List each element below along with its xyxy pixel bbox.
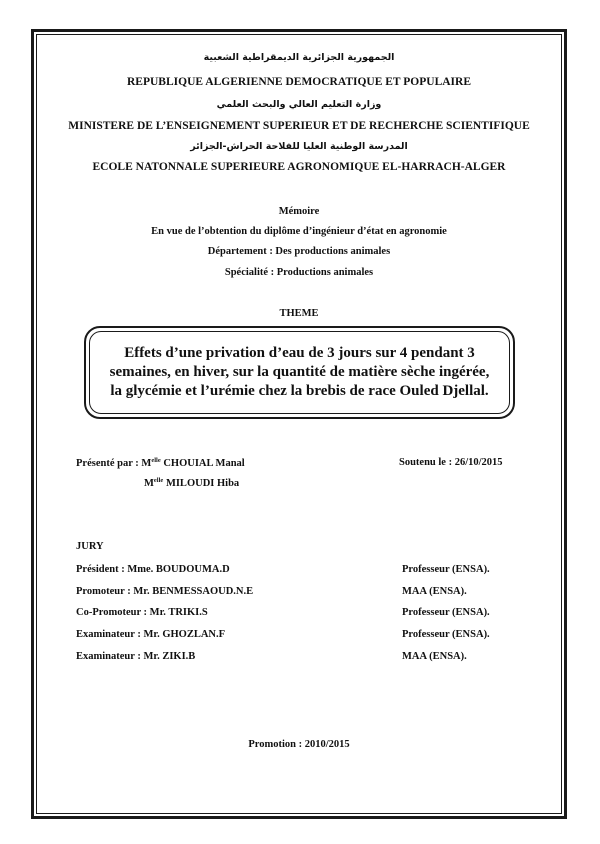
memoire-department: Département : Des productions animales xyxy=(207,246,391,257)
ministry-title: MINISTERE DE L’ENSEIGNEMENT SUPERIEUR ET DE RECHERCHE SCIENTIFIQUE xyxy=(68,120,530,132)
school-title: ECOLE NATONNALE SUPERIEURE AGRONOMIQUE EL-HARRACH-ALGER xyxy=(92,161,506,173)
memoire-speciality: Spécialité : Productions animales xyxy=(224,267,374,278)
theme-line-2: semaines, en hiver, sur la quantité de matière sèche ingérée, xyxy=(109,364,490,380)
memoire-title: Mémoire xyxy=(278,206,320,217)
jury-president: Président : Mme. BOUDOUMA.D xyxy=(76,564,230,575)
arabic-ministry: وزارة التعليم العالي والبحث العلمي xyxy=(216,99,382,110)
student2-sup: elle xyxy=(153,477,164,484)
student2: $M^{elle}$ MILOUDI Hiba xyxy=(144,477,240,489)
arabic-republic: الجمهورية الجزائرية الديمقراطية الشعبية xyxy=(203,52,395,63)
theme-line-3: la glycémie et l’urémie chez la brebis de race Ouled Djellal. xyxy=(110,383,489,399)
jury-promoteur: Promoteur : Mr. BENMESSAOUD.N.E xyxy=(76,586,254,597)
theme-box xyxy=(89,331,510,414)
jury-examinateur-1: Examinateur : Mr. GHOZLAN.F xyxy=(76,629,226,640)
jury-examinateur-2: Examinateur : Mr. ZIKI.B xyxy=(76,651,196,662)
student2-name: MILOUDI Hiba xyxy=(163,478,240,489)
jury-examinateur-1-grade: Professeur (ENSA). xyxy=(402,629,490,640)
memoire-purpose: En vue de l’obtention du diplôme d’ingénieur d’état en agronomie xyxy=(151,226,447,237)
student1-sup: elle xyxy=(151,457,161,464)
republic-title: REPUBLIQUE ALGERIENNE DEMOCRATIQUE ET POPULAIRE xyxy=(127,76,471,88)
jury-co-promoteur: Co-Promoteur : Mr. TRIKI.S xyxy=(76,607,208,618)
student1-name: CHOUIAL Manal xyxy=(160,458,245,469)
promotion: Promotion : 2010/2015 xyxy=(248,739,350,750)
defense-date: Soutenu le : 26/10/2015 xyxy=(399,457,503,468)
jury-examinateur-2-grade: MAA (ENSA). xyxy=(402,651,467,662)
theme-label: THEME xyxy=(279,308,319,319)
jury-president-grade: Professeur (ENSA). xyxy=(402,564,490,575)
jury-co-promoteur-grade: Professeur (ENSA). xyxy=(402,607,490,618)
arabic-school: المدرسة الوطنية العليا للفلاحة الحراش-الجزائر xyxy=(190,141,408,152)
presented-by: Présenté par : $M^{elle}$ CHOUIAL Manal xyxy=(76,457,245,469)
jury-label: JURY xyxy=(76,541,104,552)
theme-line-1: Effets d’une privation d’eau de 3 jours sur 4 pendant 3 xyxy=(124,345,475,361)
jury-promoteur-grade: MAA (ENSA). xyxy=(402,586,467,597)
